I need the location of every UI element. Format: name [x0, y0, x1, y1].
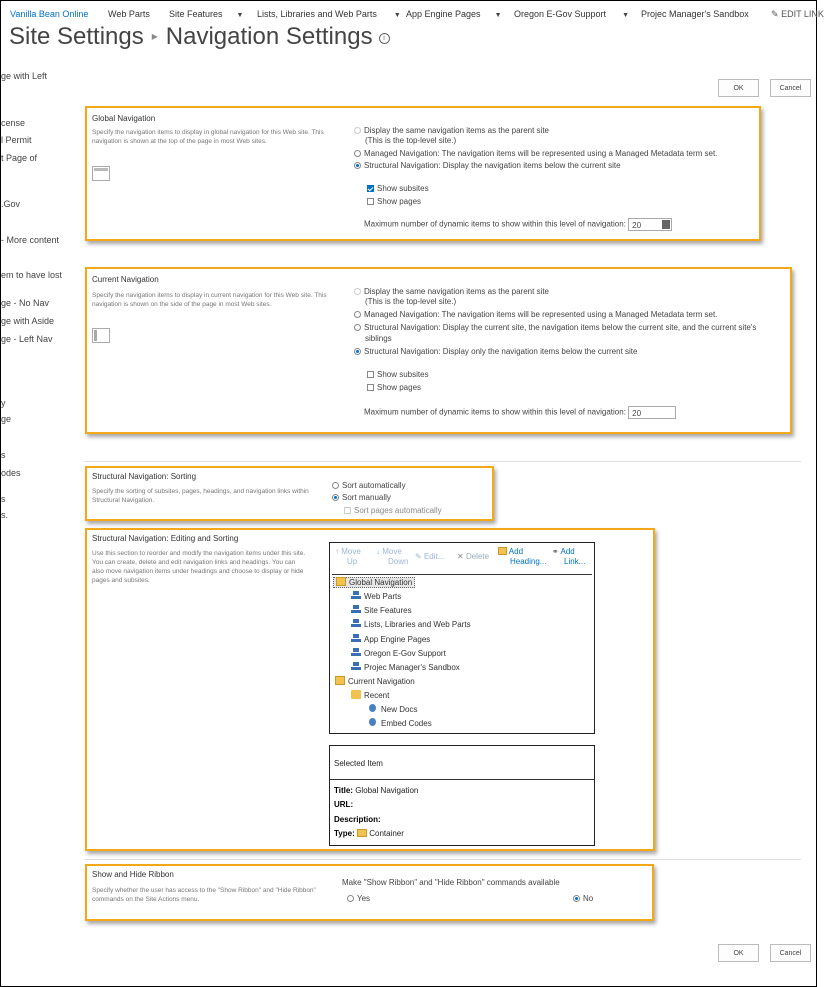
node-label: Lists, Libraries and Web Parts [364, 620, 471, 629]
chevron-down-icon[interactable]: ▼ [236, 12, 244, 19]
top-nav-label: App Engine Pages [406, 9, 481, 19]
option-label: Structural Navigation: Display only the navigation items below the current site [364, 347, 638, 356]
container-icon [357, 829, 367, 837]
global-navigation-section [85, 106, 761, 241]
global-nav-option-parent[interactable] [354, 126, 549, 136]
selected-item-description [334, 815, 381, 824]
folder-icon [351, 690, 361, 699]
top-nav-item-lists-libraries[interactable] [257, 9, 401, 19]
left-nav-item[interactable]: t Page of [1, 153, 38, 163]
title-value: Global Navigation [355, 786, 419, 795]
tree-node-global-navigation[interactable] [333, 577, 415, 589]
radio-button[interactable] [332, 482, 339, 489]
radio-button[interactable] [573, 895, 580, 902]
option-sublabel: (This is the top-level site.) [365, 297, 457, 306]
section-title: Structural Navigation: Editing and Sorting [92, 534, 239, 543]
top-nav-item-web-parts[interactable]: Web Parts [108, 9, 150, 19]
left-nav-item[interactable]: s [1, 494, 6, 504]
delete-label: Delete [465, 552, 490, 561]
node-label: Current Navigation [348, 677, 415, 686]
url-label: URL: [334, 800, 354, 809]
option-label: Sort automatically [342, 481, 406, 490]
left-nav-item[interactable]: y [1, 398, 6, 408]
left-nav-item[interactable]: s [1, 450, 6, 460]
top-nav-item-projec-managers-sandbox[interactable]: Projec Manager's Sandbox [641, 9, 749, 19]
add-link-label-2: Link... [564, 557, 586, 566]
checkbox-label: Show subsites [377, 184, 429, 193]
checkbox-label: Show pages [377, 197, 422, 206]
left-nav-item[interactable]: ge - Left Nav [1, 334, 53, 344]
top-nav-item-oregon-egov-support[interactable] [514, 9, 629, 19]
tree-node-site-features[interactable] [351, 605, 412, 617]
radio-button[interactable] [354, 162, 361, 169]
top-nav-item-site-features[interactable] [169, 9, 243, 19]
max-items-label: Maximum number of dynamic items to show within this level of navigation: [364, 407, 626, 417]
option-label: Structural Navigation: Display the current site, the navigation items below the current site, and the current site's [364, 323, 757, 332]
add-heading-label: Add [508, 547, 524, 556]
site-icon [351, 634, 361, 643]
section-divider [85, 461, 801, 462]
tree-node-oregon-egov-support[interactable] [351, 648, 446, 660]
radio-button[interactable] [354, 348, 361, 355]
tree-node-web-parts[interactable] [351, 591, 401, 603]
page-title [9, 23, 390, 51]
move-down-button[interactable] [376, 547, 408, 567]
cancel-button-bottom[interactable]: Cancel [770, 944, 811, 962]
move-up-button[interactable] [335, 547, 361, 567]
radio-button[interactable] [332, 494, 339, 501]
tree-node-lists-libraries[interactable] [351, 619, 471, 631]
top-nav-label: Lists, Libraries and Web Parts [257, 9, 377, 19]
tree-node-recent[interactable] [351, 690, 389, 702]
edit-button[interactable] [415, 552, 444, 562]
section-description: Use this section to reorder and modify the navigation items under this site. You can create, delete and edit navigation links and headings. You can also move navigation items under headings and choose to display or hide pages and subsites. [92, 550, 306, 584]
node-label: Recent [364, 691, 390, 700]
option-label: Managed Navigation: The navigation items will be represented using a Managed Metadata term set. [364, 149, 718, 158]
radio-button[interactable] [354, 311, 361, 318]
selected-item-heading: Selected Item [334, 759, 383, 768]
chevron-down-icon[interactable]: ▼ [393, 12, 401, 19]
left-nav-item[interactable]: l Permit [1, 135, 32, 145]
global-nav-preview-icon [92, 166, 110, 181]
site-icon [351, 605, 361, 614]
type-value: Container [369, 829, 404, 838]
add-link-button[interactable] [552, 547, 585, 567]
tree-node-projec-managers-sandbox[interactable] [351, 662, 460, 674]
preview-side [94, 330, 97, 341]
section-title: Current Navigation [92, 275, 159, 284]
ok-button-bottom[interactable]: OK [718, 944, 759, 962]
ribbon-section [85, 864, 654, 921]
site-icon [351, 662, 361, 671]
selected-item-url [334, 800, 353, 809]
current-nav-option-structural-siblings[interactable] [354, 323, 756, 333]
current-show-subsites-checkbox[interactable] [367, 370, 429, 380]
node-label: Oregon E-Gov Support [364, 649, 446, 658]
section-divider [85, 859, 801, 860]
checkbox[interactable] [367, 198, 374, 205]
max-items-label: Maximum number of dynamic items to show within this level of navigation: [364, 219, 626, 229]
node-label: Site Features [364, 606, 412, 615]
max-items-value: 20 [632, 221, 642, 230]
current-show-pages-checkbox[interactable] [367, 383, 421, 393]
radio-button[interactable] [354, 150, 361, 157]
option-label: Managed Navigation: The navigation items will be represented using a Managed Metadata term set. [364, 310, 718, 319]
global-max-items-row [364, 218, 672, 231]
left-nav-item[interactable]: odes [1, 468, 21, 478]
heading-icon [335, 676, 345, 685]
site-icon [351, 648, 361, 657]
checkbox[interactable] [367, 185, 374, 192]
section-title: Global Navigation [92, 114, 156, 123]
section-description: Specify the navigation items to display in current navigation for this Web site. This navigation is shown on the side of the page in most Web sites. [92, 292, 327, 308]
node-label: Embed Codes [381, 719, 432, 728]
section-title: Structural Navigation: Sorting [92, 472, 197, 481]
global-max-items-input[interactable] [628, 218, 672, 231]
left-nav-item[interactable]: em to have lost [1, 270, 63, 280]
radio-button[interactable] [354, 127, 361, 134]
left-nav-item[interactable]: ge - No Nav [1, 298, 50, 308]
selected-item-title [334, 786, 418, 795]
radio-button[interactable] [354, 288, 361, 295]
global-show-pages-checkbox[interactable] [367, 197, 421, 207]
ribbon-no-radio[interactable] [573, 894, 593, 904]
arrow-down-icon: ↓ [376, 547, 380, 556]
left-nav-item[interactable]: cense [1, 118, 26, 128]
current-max-items-input[interactable] [628, 406, 676, 419]
current-nav-option-parent[interactable] [354, 287, 549, 297]
page-title-text: Navigation Settings [165, 23, 373, 50]
node-label: Global Navigation [349, 578, 413, 587]
tree-node-app-engine-pages[interactable] [351, 634, 430, 646]
link-node-icon [368, 718, 378, 727]
checkbox[interactable] [367, 371, 374, 378]
spinner-icon[interactable] [662, 220, 670, 229]
chevron-down-icon[interactable]: ▼ [622, 12, 629, 19]
info-icon[interactable]: i [379, 33, 390, 44]
edit-icon: ✎ [415, 552, 422, 561]
link-icon: ⚭ [552, 547, 559, 556]
checkbox-label: Show pages [377, 383, 422, 392]
option-label: Structural Navigation: Display the navigation items below the current site [364, 161, 621, 170]
checkbox[interactable] [367, 384, 374, 391]
left-nav-item[interactable]: ge with Aside [1, 316, 55, 326]
section-title: Show and Hide Ribbon [92, 870, 174, 879]
radio-button[interactable] [354, 324, 361, 331]
heading-icon [336, 577, 346, 586]
tree-node-embed-codes[interactable] [368, 718, 432, 730]
global-nav-option-structural[interactable] [354, 161, 621, 171]
tree-node-new-docs[interactable] [368, 704, 417, 716]
add-link-label: Add [560, 547, 575, 556]
move-up-label: Move [341, 547, 361, 556]
heading-folder-icon [498, 547, 507, 555]
add-heading-button[interactable] [498, 547, 546, 567]
tree-node-current-navigation[interactable] [335, 676, 415, 688]
edit-label: Edit... [423, 552, 445, 561]
delete-x-icon: ✕ [457, 552, 464, 561]
current-nav-preview-icon [92, 328, 110, 343]
cancel-button[interactable]: Cancel [770, 79, 811, 97]
selected-item-panel [329, 745, 595, 846]
node-label: Web Parts [364, 592, 402, 601]
global-show-subsites-checkbox[interactable] [367, 184, 429, 194]
section-description: Specify the navigation items to display in global navigation for this Web site. This navigation is shown at the top of the page in most Web sites. [92, 129, 324, 145]
sort-automatically-radio[interactable] [332, 481, 406, 491]
type-label: Type: [334, 829, 355, 838]
top-nav-item-app-engine-pages[interactable] [406, 9, 502, 19]
current-max-items-row [364, 406, 676, 419]
global-nav-option-managed[interactable] [354, 149, 717, 159]
checkbox-label: Sort pages automatically [354, 506, 442, 515]
top-nav-item-vanilla-bean-online[interactable]: Vanilla Bean Online [10, 9, 89, 19]
editing-sorting-section [85, 528, 655, 851]
preview-bar [94, 168, 108, 171]
current-navigation-section [85, 267, 792, 434]
site-icon [351, 591, 361, 600]
section-description: Specify the sorting of subsites, pages, headings, and navigation links within Structural Navigation. [92, 488, 309, 504]
panel-divider [330, 779, 594, 780]
sort-pages-automatically-checkbox[interactable] [344, 506, 442, 516]
link-node-icon [368, 704, 378, 713]
left-nav-item[interactable]: .Gov [1, 199, 21, 209]
arrow-up-icon: ↑ [335, 547, 339, 556]
option-label: Yes [357, 894, 371, 903]
selected-node [333, 577, 415, 588]
navigation-tree-panel [329, 542, 595, 734]
node-label: New Docs [381, 705, 418, 714]
description-label: Description: [334, 815, 381, 824]
option-sublabel: siblings [365, 334, 392, 343]
max-items-value: 20 [632, 409, 642, 418]
option-label: No [583, 894, 594, 903]
current-nav-option-structural-below[interactable] [354, 347, 637, 357]
current-nav-option-managed[interactable] [354, 310, 717, 320]
move-down-label-2: Down [388, 557, 409, 566]
ribbon-prompt: Make "Show Ribbon" and "Hide Ribbon" commands available [342, 878, 560, 887]
sorting-section [85, 466, 494, 521]
edit-links-link[interactable] [771, 9, 824, 20]
move-down-label: Move [382, 547, 402, 556]
option-label: Display the same navigation items as the parent site [364, 126, 549, 135]
option-label: Display the same navigation items as the parent site [364, 287, 549, 296]
selected-item-type [334, 829, 404, 838]
chevron-down-icon[interactable]: ▼ [494, 12, 502, 19]
breadcrumb-separator-icon: ▸ [151, 29, 158, 43]
sort-manually-radio[interactable] [332, 493, 391, 503]
site-icon [351, 619, 361, 628]
left-nav-item[interactable]: s. [1, 510, 9, 520]
section-description: Specify whether the user has access to the "Show Ribbon" and "Hide Ribbon" commands on the Site Actions menu. [92, 887, 316, 903]
top-nav-label: Oregon E-Gov Support [514, 9, 607, 19]
delete-button[interactable] [457, 552, 489, 562]
pencil-icon: ✎ [771, 9, 779, 19]
edit-links-label: EDIT LINK [781, 9, 824, 19]
left-nav-item[interactable]: - More content [1, 235, 60, 245]
add-heading-label-2: Heading... [510, 557, 547, 566]
node-label: Projec Manager's Sandbox [364, 663, 460, 672]
checkbox[interactable] [344, 507, 351, 514]
option-sublabel: (This is the top-level site.) [365, 136, 457, 145]
breadcrumb-site-settings[interactable]: Site Settings [9, 23, 144, 50]
left-nav-item[interactable]: ge with Left [1, 71, 48, 81]
ok-button[interactable]: OK [718, 79, 759, 97]
left-nav-item[interactable]: ge [1, 414, 12, 424]
toolbar-divider [332, 574, 592, 575]
node-label: App Engine Pages [364, 635, 431, 644]
ribbon-yes-radio[interactable] [347, 894, 370, 904]
move-up-label-2: Up [347, 557, 358, 566]
option-label: Sort manually [342, 493, 391, 502]
top-nav-label: Site Features [169, 9, 223, 19]
title-label: Title: [334, 786, 353, 795]
checkbox-label: Show subsites [377, 370, 429, 379]
radio-button[interactable] [347, 895, 354, 902]
